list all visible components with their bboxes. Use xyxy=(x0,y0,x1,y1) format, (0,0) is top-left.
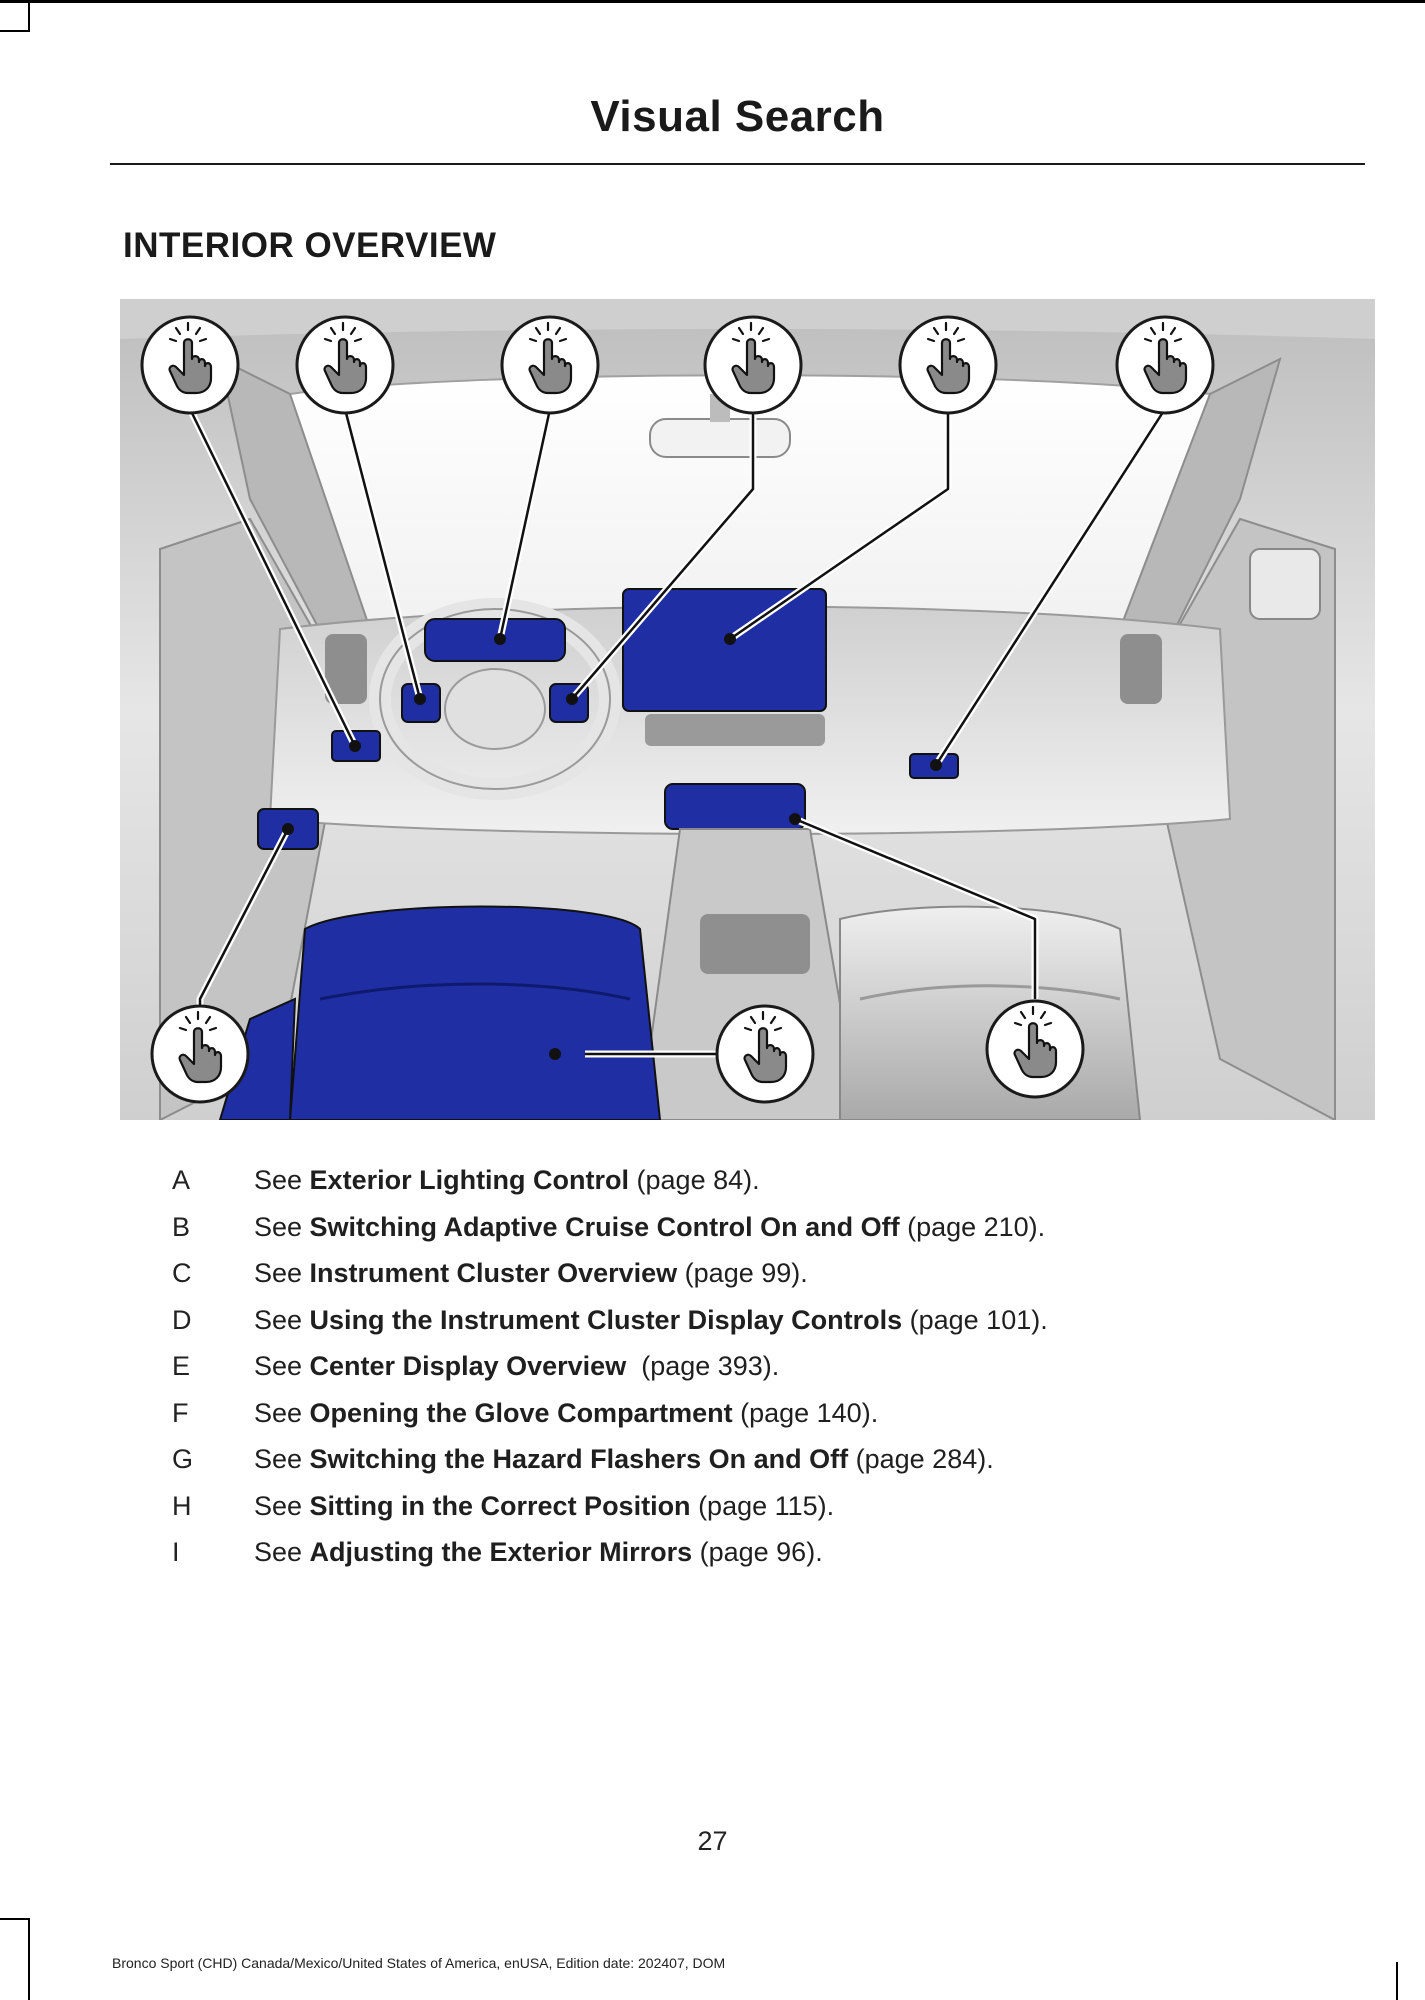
legend-link[interactable]: Sitting in the Correct Position xyxy=(309,1490,691,1521)
legend-row xyxy=(160,1300,1310,1347)
legend-letter: A xyxy=(172,1165,191,1195)
legend-letter: H xyxy=(172,1490,192,1521)
legend-entry: See Adjusting the Exterior Mirrors (page 96). xyxy=(254,1537,823,1567)
crop-mark xyxy=(28,0,30,32)
crop-mark xyxy=(0,1918,30,1920)
interior-overview-figure xyxy=(120,299,1375,1120)
legend-link[interactable]: Using the Instrument Cluster Display Controls xyxy=(309,1304,903,1335)
legend-row xyxy=(160,1486,1310,1533)
page-number: 27 xyxy=(697,1826,728,1856)
crop-mark xyxy=(0,0,1425,3)
footer-edition-info: Bronco Sport (CHD) Canada/Mexico/United States of America, enUSA, Edition date: 202407, DOM xyxy=(112,1955,726,1971)
legend-entry: See Sitting in the Correct Position (page 115). xyxy=(254,1490,835,1521)
callout-b xyxy=(297,317,393,413)
section-title: INTERIOR OVERVIEW xyxy=(123,226,497,265)
legend-row xyxy=(160,1160,1310,1207)
legend-entry: See Instrument Cluster Overview (page 99). xyxy=(254,1258,808,1288)
legend-link[interactable]: Exterior Lighting Control xyxy=(309,1165,630,1195)
legend-row xyxy=(160,1253,1310,1300)
legend-entry: See Switching Adaptive Cruise Control On and Off (page 210). xyxy=(254,1211,1046,1242)
legend-letter: D xyxy=(172,1304,192,1335)
legend-row xyxy=(160,1207,1310,1254)
legend-letter: G xyxy=(172,1444,194,1474)
legend-link[interactable]: Adjusting the Exterior Mirrors xyxy=(309,1537,693,1567)
legend-row xyxy=(160,1532,1310,1579)
legend-link[interactable]: Center Display Overview xyxy=(309,1351,627,1381)
legend-letter: F xyxy=(172,1397,189,1428)
legend-link[interactable]: Opening the Glove Compartment xyxy=(309,1397,733,1428)
legend-letter: B xyxy=(172,1211,191,1242)
crop-mark xyxy=(1396,1962,1398,2000)
callout-a xyxy=(142,317,238,413)
legend-letter: I xyxy=(172,1537,180,1567)
page-header-title: Visual Search xyxy=(590,92,885,141)
legend-link[interactable]: Switching the Hazard Flashers On and Off xyxy=(309,1444,849,1474)
legend-row xyxy=(160,1439,1310,1486)
callout-g xyxy=(987,1001,1083,1097)
legend-row xyxy=(160,1393,1310,1440)
legend-list xyxy=(160,1160,1310,1579)
callout-e xyxy=(900,317,996,413)
legend-entry: See Switching the Hazard Flashers On and Off (page 284). xyxy=(254,1444,994,1474)
callout-h xyxy=(717,1006,813,1102)
legend-link[interactable]: Switching Adaptive Cruise Control On and Off xyxy=(309,1211,900,1242)
callout-d xyxy=(705,317,801,413)
callout-c xyxy=(502,317,598,413)
legend-row xyxy=(160,1346,1310,1393)
legend-entry: See Center Display Overview (page 393). xyxy=(254,1351,780,1381)
legend-letter: C xyxy=(172,1258,192,1288)
header-rule xyxy=(110,163,1365,165)
callout-i xyxy=(152,1006,248,1102)
legend-link[interactable]: Instrument Cluster Overview xyxy=(309,1258,678,1288)
legend-letter: E xyxy=(172,1351,191,1381)
legend-entry: See Using the Instrument Cluster Display Controls (page 101). xyxy=(254,1304,1048,1335)
crop-mark xyxy=(0,30,30,32)
crop-mark xyxy=(28,1918,30,2000)
legend-entry: See Exterior Lighting Control (page 84). xyxy=(254,1165,760,1195)
legend-entry: See Opening the Glove Compartment (page 140). xyxy=(254,1397,879,1428)
callout-f xyxy=(1117,317,1213,413)
